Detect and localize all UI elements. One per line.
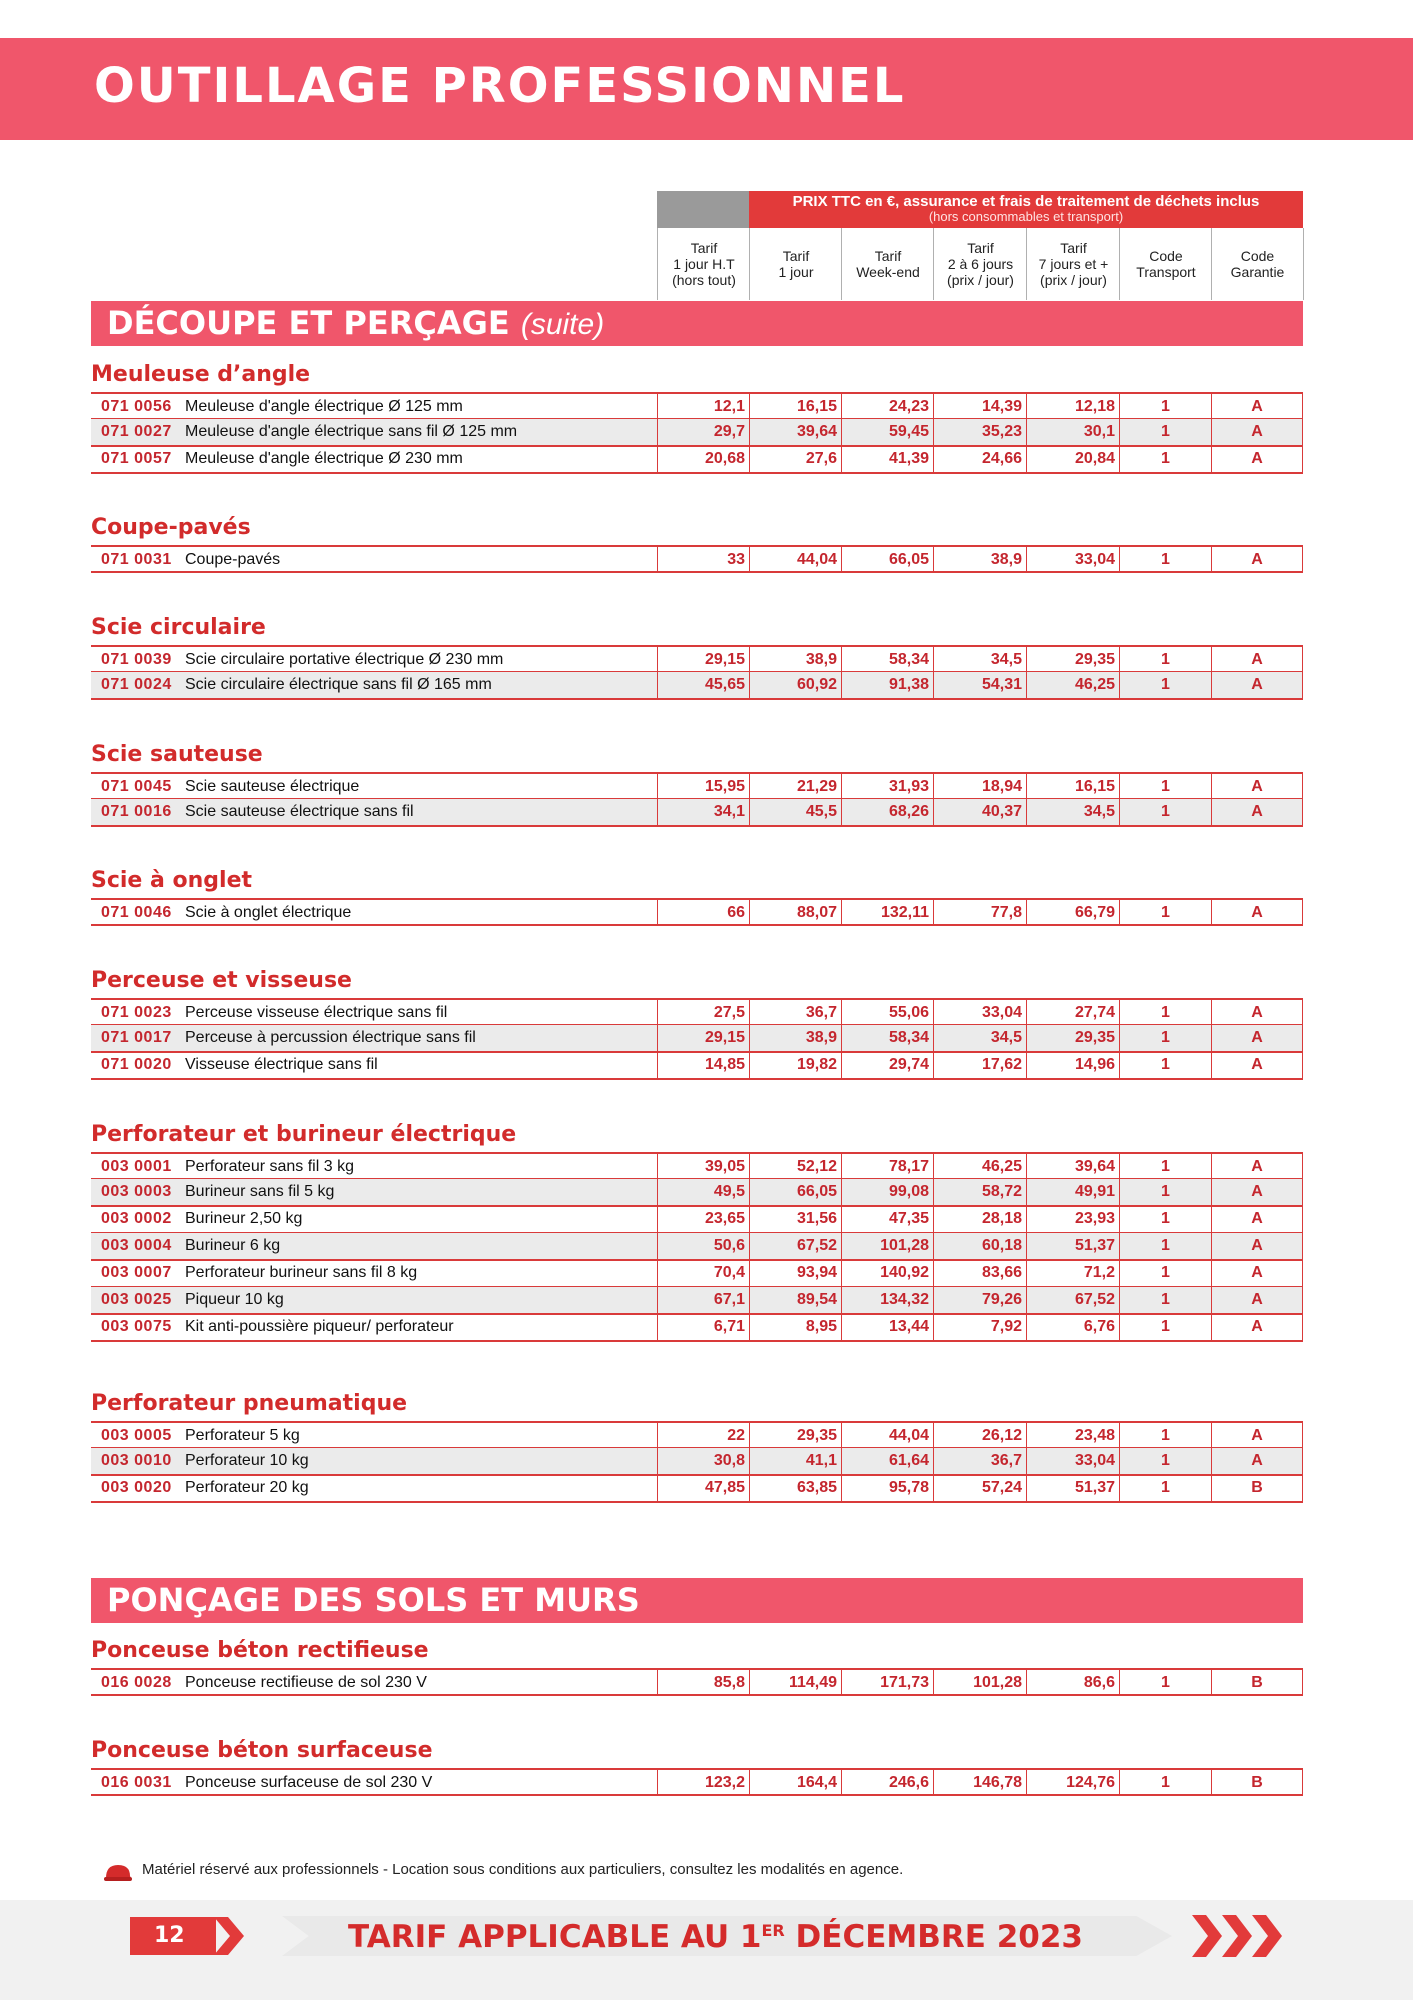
cell-tarif-2-6: 7,92 bbox=[933, 1314, 1026, 1340]
table-row bbox=[91, 446, 1303, 474]
cell-code-garantie: A bbox=[1211, 774, 1303, 800]
tarif-rest: DÉCEMBRE 2023 bbox=[784, 1919, 1083, 1955]
product-description: Coupe-pavés bbox=[185, 551, 281, 568]
cell-code-garantie: A bbox=[1211, 1052, 1303, 1078]
cell-tarif-2-6: 46,25 bbox=[933, 1154, 1026, 1180]
cell-tarif-1jour: 45,5 bbox=[749, 799, 841, 825]
page-title: OUTILLAGE PROFESSIONNEL bbox=[94, 58, 906, 114]
cell-tarif-7plus: 39,64 bbox=[1026, 1154, 1119, 1180]
cell-code-transport: 1 bbox=[1119, 1000, 1211, 1026]
cell-tarif-ht: 29,7 bbox=[657, 419, 749, 445]
cell-code-garantie: A bbox=[1211, 1314, 1303, 1340]
section-poncage bbox=[91, 1578, 1303, 1623]
category-title: Meuleuse d’angle bbox=[91, 362, 311, 387]
cell-tarif-1jour: 63,85 bbox=[749, 1475, 841, 1501]
product-code: 003 0007 bbox=[101, 1264, 172, 1281]
cell-code-garantie: A bbox=[1211, 419, 1303, 445]
cell-code-garantie: A bbox=[1211, 1000, 1303, 1026]
category-title: Ponceuse béton surfaceuse bbox=[91, 1738, 433, 1763]
cell-code-transport: 1 bbox=[1119, 1287, 1211, 1313]
cell-tarif-weekend: 58,34 bbox=[841, 1025, 933, 1051]
cell-tarif-2-6: 28,18 bbox=[933, 1206, 1026, 1232]
cell-code-garantie: A bbox=[1211, 1448, 1303, 1474]
cell-code-garantie: A bbox=[1211, 547, 1303, 573]
cell-tarif-ht: 15,95 bbox=[657, 774, 749, 800]
cell-tarif-1jour: 88,07 bbox=[749, 900, 841, 926]
cell-code-garantie: A bbox=[1211, 799, 1303, 825]
cell-tarif-7plus: 6,76 bbox=[1026, 1314, 1119, 1340]
title-banner bbox=[0, 38, 1413, 140]
cell-tarif-ht: 33 bbox=[657, 547, 749, 573]
col-head-tarif-weekend: Tarif Week-end bbox=[841, 228, 934, 300]
product-code: 071 0045 bbox=[101, 778, 172, 795]
cell-tarif-ht: 14,85 bbox=[657, 1052, 749, 1078]
triple-chevron-icon bbox=[1192, 1915, 1284, 1957]
cell-code-garantie: A bbox=[1211, 672, 1303, 698]
table-row bbox=[91, 1668, 1303, 1696]
product-code: 071 0020 bbox=[101, 1056, 172, 1073]
cell-tarif-ht: 47,85 bbox=[657, 1475, 749, 1501]
cell-tarif-7plus: 34,5 bbox=[1026, 799, 1119, 825]
cell-tarif-weekend: 31,93 bbox=[841, 774, 933, 800]
cell-code-garantie: B bbox=[1211, 1475, 1303, 1501]
table-row bbox=[91, 1287, 1303, 1315]
col-head-tarif-1jour: Tarif 1 jour bbox=[749, 228, 842, 300]
table-row bbox=[91, 672, 1303, 700]
cell-tarif-weekend: 246,6 bbox=[841, 1770, 933, 1796]
table-row bbox=[91, 772, 1303, 800]
cell-tarif-ht: 66 bbox=[657, 900, 749, 926]
cell-tarif-weekend: 132,11 bbox=[841, 900, 933, 926]
category-title: Perforateur pneumatique bbox=[91, 1391, 408, 1416]
cell-tarif-7plus: 86,6 bbox=[1026, 1670, 1119, 1696]
cell-tarif-ht: 85,8 bbox=[657, 1670, 749, 1696]
product-description: Perceuse visseuse électrique sans fil bbox=[185, 1004, 448, 1021]
col-head-code-garantie: Code Garantie bbox=[1211, 228, 1304, 300]
cell-tarif-ht: 34,1 bbox=[657, 799, 749, 825]
table-row bbox=[91, 1233, 1303, 1261]
cell-tarif-1jour: 16,15 bbox=[749, 394, 841, 420]
product-code: 071 0057 bbox=[101, 450, 172, 467]
cell-tarif-2-6: 36,7 bbox=[933, 1448, 1026, 1474]
cell-code-transport: 1 bbox=[1119, 1206, 1211, 1232]
cell-tarif-7plus: 67,52 bbox=[1026, 1287, 1119, 1313]
cell-code-transport: 1 bbox=[1119, 799, 1211, 825]
cell-tarif-1jour: 29,35 bbox=[749, 1423, 841, 1449]
cell-code-transport: 1 bbox=[1119, 1233, 1211, 1259]
cell-tarif-weekend: 95,78 bbox=[841, 1475, 933, 1501]
cell-code-transport: 1 bbox=[1119, 672, 1211, 698]
cell-tarif-7plus: 16,15 bbox=[1026, 774, 1119, 800]
cell-tarif-1jour: 164,4 bbox=[749, 1770, 841, 1796]
cell-tarif-1jour: 36,7 bbox=[749, 1000, 841, 1026]
cell-code-transport: 1 bbox=[1119, 1670, 1211, 1696]
col-head-tarif-ht: Tarif 1 jour H.T (hors tout) bbox=[657, 228, 750, 300]
product-description: Perforateur burineur sans fil 8 kg bbox=[185, 1264, 418, 1281]
table-row bbox=[91, 645, 1303, 673]
cell-tarif-7plus: 51,37 bbox=[1026, 1475, 1119, 1501]
cell-tarif-2-6: 26,12 bbox=[933, 1423, 1026, 1449]
tarif-sup: ER bbox=[761, 1921, 785, 1940]
cell-code-garantie: A bbox=[1211, 394, 1303, 420]
product-code: 003 0005 bbox=[101, 1427, 172, 1444]
table-row bbox=[91, 1052, 1303, 1080]
cell-tarif-weekend: 78,17 bbox=[841, 1154, 933, 1180]
cell-tarif-ht: 27,5 bbox=[657, 1000, 749, 1026]
cell-tarif-ht: 12,1 bbox=[657, 394, 749, 420]
cell-tarif-2-6: 34,5 bbox=[933, 1025, 1026, 1051]
table-row bbox=[91, 1206, 1303, 1234]
cell-tarif-7plus: 12,18 bbox=[1026, 394, 1119, 420]
product-description: Perforateur 5 kg bbox=[185, 1427, 300, 1444]
cell-tarif-ht: 20,68 bbox=[657, 446, 749, 472]
product-description: Perforateur sans fil 3 kg bbox=[185, 1158, 354, 1175]
product-code: 003 0002 bbox=[101, 1210, 172, 1227]
page-number: 12 bbox=[130, 1917, 216, 1955]
product-description: Scie circulaire électrique sans fil Ø 165 mm bbox=[185, 676, 492, 693]
cell-tarif-2-6: 17,62 bbox=[933, 1052, 1026, 1078]
cell-code-transport: 1 bbox=[1119, 547, 1211, 573]
cell-tarif-1jour: 89,54 bbox=[749, 1287, 841, 1313]
cell-code-garantie: A bbox=[1211, 1287, 1303, 1313]
cell-tarif-1jour: 8,95 bbox=[749, 1314, 841, 1340]
cell-tarif-2-6: 34,5 bbox=[933, 647, 1026, 673]
cell-code-garantie: B bbox=[1211, 1770, 1303, 1796]
cell-tarif-weekend: 47,35 bbox=[841, 1206, 933, 1232]
cell-tarif-2-6: 14,39 bbox=[933, 394, 1026, 420]
cell-code-garantie: B bbox=[1211, 1670, 1303, 1696]
cell-code-transport: 1 bbox=[1119, 647, 1211, 673]
table-row bbox=[91, 1768, 1303, 1796]
product-description: Burineur 6 kg bbox=[185, 1237, 281, 1254]
product-description: Perceuse à percussion électrique sans fil bbox=[185, 1029, 476, 1046]
cell-tarif-weekend: 61,64 bbox=[841, 1448, 933, 1474]
product-description: Visseuse électrique sans fil bbox=[185, 1056, 378, 1073]
cell-tarif-weekend: 58,34 bbox=[841, 647, 933, 673]
section-suffix: (suite) bbox=[520, 308, 605, 341]
cell-tarif-1jour: 60,92 bbox=[749, 672, 841, 698]
cell-tarif-2-6: 38,9 bbox=[933, 547, 1026, 573]
cell-code-garantie: A bbox=[1211, 1233, 1303, 1259]
cell-tarif-weekend: 13,44 bbox=[841, 1314, 933, 1340]
product-code: 071 0017 bbox=[101, 1029, 172, 1046]
cell-tarif-7plus: 29,35 bbox=[1026, 1025, 1119, 1051]
product-code: 016 0028 bbox=[101, 1674, 172, 1691]
table-row bbox=[91, 898, 1303, 926]
product-code: 003 0010 bbox=[101, 1452, 172, 1469]
cell-tarif-1jour: 19,82 bbox=[749, 1052, 841, 1078]
table-row bbox=[91, 1025, 1303, 1053]
header-ttc-band bbox=[749, 191, 1303, 228]
cell-tarif-2-6: 24,66 bbox=[933, 446, 1026, 472]
table-row bbox=[91, 1152, 1303, 1180]
product-code: 071 0056 bbox=[101, 398, 172, 415]
cell-tarif-7plus: 27,74 bbox=[1026, 1000, 1119, 1026]
cell-tarif-1jour: 66,05 bbox=[749, 1179, 841, 1205]
cell-tarif-7plus: 29,35 bbox=[1026, 647, 1119, 673]
product-code: 003 0004 bbox=[101, 1237, 172, 1254]
cell-code-transport: 1 bbox=[1119, 1770, 1211, 1796]
cell-tarif-weekend: 134,32 bbox=[841, 1287, 933, 1313]
product-code: 071 0016 bbox=[101, 803, 172, 820]
table-row bbox=[91, 419, 1303, 447]
cell-code-transport: 1 bbox=[1119, 1052, 1211, 1078]
cell-code-garantie: A bbox=[1211, 647, 1303, 673]
cell-code-garantie: A bbox=[1211, 446, 1303, 472]
cell-tarif-weekend: 66,05 bbox=[841, 547, 933, 573]
product-code: 071 0039 bbox=[101, 651, 172, 668]
tarif-main: TARIF APPLICABLE AU 1 bbox=[348, 1919, 762, 1955]
cell-tarif-ht: 6,71 bbox=[657, 1314, 749, 1340]
cell-code-garantie: A bbox=[1211, 1260, 1303, 1286]
product-description: Scie circulaire portative électrique Ø 230 mm bbox=[185, 651, 504, 668]
product-code: 071 0023 bbox=[101, 1004, 172, 1021]
cell-tarif-2-6: 18,94 bbox=[933, 774, 1026, 800]
cell-tarif-7plus: 66,79 bbox=[1026, 900, 1119, 926]
cell-tarif-1jour: 52,12 bbox=[749, 1154, 841, 1180]
cell-tarif-2-6: 40,37 bbox=[933, 799, 1026, 825]
cell-tarif-7plus: 49,91 bbox=[1026, 1179, 1119, 1205]
cell-tarif-1jour: 41,1 bbox=[749, 1448, 841, 1474]
cell-tarif-7plus: 51,37 bbox=[1026, 1233, 1119, 1259]
cell-tarif-1jour: 31,56 bbox=[749, 1206, 841, 1232]
cell-tarif-2-6: 79,26 bbox=[933, 1287, 1026, 1313]
cell-tarif-weekend: 24,23 bbox=[841, 394, 933, 420]
product-description: Scie sauteuse électrique sans fil bbox=[185, 803, 414, 820]
cell-tarif-ht: 29,15 bbox=[657, 647, 749, 673]
category-title: Scie circulaire bbox=[91, 615, 266, 640]
product-description: Meuleuse d'angle électrique Ø 125 mm bbox=[185, 398, 463, 415]
cell-tarif-1jour: 67,52 bbox=[749, 1233, 841, 1259]
cell-tarif-ht: 39,05 bbox=[657, 1154, 749, 1180]
cell-tarif-2-6: 33,04 bbox=[933, 1000, 1026, 1026]
cell-tarif-weekend: 171,73 bbox=[841, 1670, 933, 1696]
cell-tarif-ht: 70,4 bbox=[657, 1260, 749, 1286]
cell-tarif-ht: 29,15 bbox=[657, 1025, 749, 1051]
cell-code-transport: 1 bbox=[1119, 1025, 1211, 1051]
product-code: 016 0031 bbox=[101, 1774, 172, 1791]
cell-code-garantie: A bbox=[1211, 1423, 1303, 1449]
cell-tarif-1jour: 93,94 bbox=[749, 1260, 841, 1286]
cell-tarif-7plus: 30,1 bbox=[1026, 419, 1119, 445]
product-description: Piqueur 10 kg bbox=[185, 1291, 284, 1308]
product-description: Ponceuse surfaceuse de sol 230 V bbox=[185, 1774, 433, 1791]
header-ttc-subtitle: (hors consommables et transport) bbox=[928, 209, 1124, 224]
cell-tarif-7plus: 124,76 bbox=[1026, 1770, 1119, 1796]
col-head-code-transport: Code Transport bbox=[1119, 228, 1212, 300]
product-description: Perforateur 20 kg bbox=[185, 1479, 309, 1496]
cell-code-garantie: A bbox=[1211, 1179, 1303, 1205]
cell-tarif-1jour: 44,04 bbox=[749, 547, 841, 573]
cell-tarif-weekend: 29,74 bbox=[841, 1052, 933, 1078]
cell-tarif-2-6: 58,72 bbox=[933, 1179, 1026, 1205]
cell-tarif-7plus: 46,25 bbox=[1026, 672, 1119, 698]
cell-tarif-7plus: 23,93 bbox=[1026, 1206, 1119, 1232]
product-description: Scie sauteuse électrique bbox=[185, 778, 360, 795]
chevron-right-icon bbox=[214, 1917, 248, 1955]
cell-tarif-ht: 30,8 bbox=[657, 1448, 749, 1474]
product-code: 003 0025 bbox=[101, 1291, 172, 1308]
product-description: Kit anti-poussière piqueur/ perforateur bbox=[185, 1318, 454, 1335]
product-description: Burineur sans fil 5 kg bbox=[185, 1183, 335, 1200]
table-row bbox=[91, 1179, 1303, 1207]
cell-tarif-weekend: 91,38 bbox=[841, 672, 933, 698]
cell-tarif-7plus: 33,04 bbox=[1026, 547, 1119, 573]
cell-tarif-1jour: 21,29 bbox=[749, 774, 841, 800]
cell-tarif-1jour: 38,9 bbox=[749, 1025, 841, 1051]
cell-code-transport: 1 bbox=[1119, 1448, 1211, 1474]
product-code: 003 0003 bbox=[101, 1183, 172, 1200]
cell-tarif-2-6: 35,23 bbox=[933, 419, 1026, 445]
cell-tarif-weekend: 99,08 bbox=[841, 1179, 933, 1205]
cell-tarif-weekend: 101,28 bbox=[841, 1233, 933, 1259]
cell-tarif-weekend: 68,26 bbox=[841, 799, 933, 825]
col-head-tarif-7plus: Tarif 7 jours et + (prix / jour) bbox=[1026, 228, 1120, 300]
cell-code-transport: 1 bbox=[1119, 774, 1211, 800]
cell-tarif-7plus: 14,96 bbox=[1026, 1052, 1119, 1078]
cell-tarif-ht: 45,65 bbox=[657, 672, 749, 698]
category-title: Coupe-pavés bbox=[91, 515, 251, 540]
table-row bbox=[91, 392, 1303, 420]
cell-tarif-1jour: 39,64 bbox=[749, 419, 841, 445]
header-ttc-title: PRIX TTC en €, assurance et frais de traitement de déchets inclus bbox=[792, 193, 1260, 210]
product-description: Ponceuse rectifieuse de sol 230 V bbox=[185, 1674, 427, 1691]
cell-code-transport: 1 bbox=[1119, 900, 1211, 926]
cell-tarif-ht: 23,65 bbox=[657, 1206, 749, 1232]
cell-tarif-weekend: 140,92 bbox=[841, 1260, 933, 1286]
cell-tarif-2-6: 54,31 bbox=[933, 672, 1026, 698]
cell-code-garantie: A bbox=[1211, 1206, 1303, 1232]
table-row bbox=[91, 1475, 1303, 1503]
section-title: PONÇAGE DES SOLS ET MURS bbox=[107, 1581, 640, 1619]
category-title: Perceuse et visseuse bbox=[91, 968, 352, 993]
table-row bbox=[91, 998, 1303, 1026]
cell-code-transport: 1 bbox=[1119, 1154, 1211, 1180]
table-row bbox=[91, 1448, 1303, 1476]
cell-tarif-weekend: 59,45 bbox=[841, 419, 933, 445]
col-head-tarif-2-6: Tarif 2 à 6 jours (prix / jour) bbox=[933, 228, 1027, 300]
cell-code-garantie: A bbox=[1211, 900, 1303, 926]
product-code: 003 0020 bbox=[101, 1479, 172, 1496]
cell-tarif-7plus: 23,48 bbox=[1026, 1423, 1119, 1449]
product-code: 071 0027 bbox=[101, 423, 172, 440]
category-title: Perforateur et burineur électrique bbox=[91, 1122, 517, 1147]
product-code: 071 0024 bbox=[101, 676, 172, 693]
category-title: Scie sauteuse bbox=[91, 742, 263, 767]
cell-code-transport: 1 bbox=[1119, 1423, 1211, 1449]
cell-code-transport: 1 bbox=[1119, 1314, 1211, 1340]
product-description: Scie à onglet électrique bbox=[185, 904, 352, 921]
product-code: 071 0046 bbox=[101, 904, 172, 921]
table-row bbox=[91, 1314, 1303, 1342]
cell-tarif-weekend: 41,39 bbox=[841, 446, 933, 472]
cell-code-transport: 1 bbox=[1119, 1179, 1211, 1205]
cell-tarif-2-6: 77,8 bbox=[933, 900, 1026, 926]
cell-tarif-ht: 49,5 bbox=[657, 1179, 749, 1205]
cell-tarif-7plus: 33,04 bbox=[1026, 1448, 1119, 1474]
product-code: 071 0031 bbox=[101, 551, 172, 568]
header-ht-band bbox=[657, 191, 749, 228]
product-description: Perforateur 10 kg bbox=[185, 1452, 309, 1469]
cell-code-transport: 1 bbox=[1119, 1260, 1211, 1286]
footnote: Matériel réservé aux professionnels - Location sous conditions aux particuliers, consultez les modalités en agence. bbox=[142, 1861, 904, 1878]
category-title: Ponceuse béton rectifieuse bbox=[91, 1638, 429, 1663]
cell-tarif-weekend: 55,06 bbox=[841, 1000, 933, 1026]
category-title: Scie à onglet bbox=[91, 868, 253, 893]
cell-code-transport: 1 bbox=[1119, 1475, 1211, 1501]
cell-code-garantie: A bbox=[1211, 1154, 1303, 1180]
cell-tarif-7plus: 20,84 bbox=[1026, 446, 1119, 472]
cell-code-transport: 1 bbox=[1119, 394, 1211, 420]
table-row bbox=[91, 1421, 1303, 1449]
cell-tarif-1jour: 38,9 bbox=[749, 647, 841, 673]
section-title bbox=[107, 304, 605, 342]
product-description: Meuleuse d'angle électrique Ø 230 mm bbox=[185, 450, 463, 467]
table-row bbox=[91, 1260, 1303, 1288]
tarif-banner bbox=[348, 1919, 1083, 1955]
cell-tarif-1jour: 114,49 bbox=[749, 1670, 841, 1696]
cell-tarif-weekend: 44,04 bbox=[841, 1423, 933, 1449]
table-row bbox=[91, 545, 1303, 573]
cell-tarif-7plus: 71,2 bbox=[1026, 1260, 1119, 1286]
cell-tarif-ht: 50,6 bbox=[657, 1233, 749, 1259]
section-title-text: DÉCOUPE ET PERÇAGE bbox=[107, 304, 510, 342]
cell-tarif-1jour: 27,6 bbox=[749, 446, 841, 472]
product-code: 003 0075 bbox=[101, 1318, 172, 1335]
cell-code-garantie: A bbox=[1211, 1025, 1303, 1051]
section-decoupe-percage bbox=[91, 301, 1303, 346]
helmet-icon bbox=[104, 1862, 132, 1882]
product-code: 003 0001 bbox=[101, 1158, 172, 1175]
product-description: Meuleuse d'angle électrique sans fil Ø 125 mm bbox=[185, 423, 518, 440]
cell-code-transport: 1 bbox=[1119, 419, 1211, 445]
cell-tarif-2-6: 60,18 bbox=[933, 1233, 1026, 1259]
table-row bbox=[91, 799, 1303, 827]
cell-tarif-ht: 22 bbox=[657, 1423, 749, 1449]
product-description: Burineur 2,50 kg bbox=[185, 1210, 303, 1227]
cell-tarif-ht: 123,2 bbox=[657, 1770, 749, 1796]
cell-code-transport: 1 bbox=[1119, 446, 1211, 472]
cell-tarif-2-6: 146,78 bbox=[933, 1770, 1026, 1796]
cell-tarif-2-6: 57,24 bbox=[933, 1475, 1026, 1501]
cell-tarif-2-6: 83,66 bbox=[933, 1260, 1026, 1286]
cell-tarif-2-6: 101,28 bbox=[933, 1670, 1026, 1696]
cell-tarif-ht: 67,1 bbox=[657, 1287, 749, 1313]
